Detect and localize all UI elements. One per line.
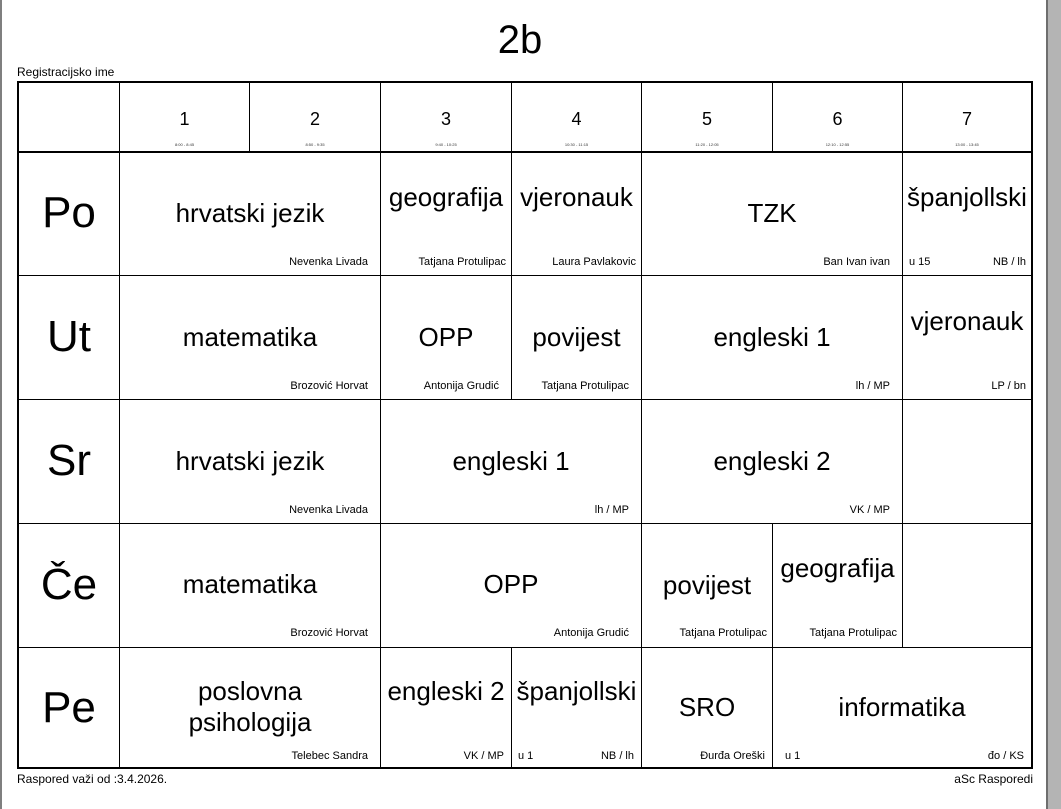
lesson-subject: geografija (388, 182, 504, 212)
window-left-edge (0, 0, 2, 809)
period-time: 10:30 - 11:15 (564, 142, 589, 147)
lesson-teacher: Laura Pavlakovic (552, 256, 636, 268)
lesson-room: u 1 (785, 750, 801, 762)
lesson-cell[interactable] (642, 648, 772, 767)
lesson-cell[interactable] (642, 276, 902, 399)
lesson-teacher: Tatjana Protulipac (418, 256, 506, 268)
lesson-room: u 15 (909, 256, 931, 268)
lesson-cell[interactable] (642, 153, 902, 275)
lesson-subject: engleski 1 (452, 446, 570, 476)
period-number: 3 (440, 109, 451, 129)
lesson-cell[interactable] (512, 276, 641, 399)
lesson-subject: engleski 2 (713, 446, 831, 476)
period-number: 5 (701, 109, 712, 129)
period-number: 2 (309, 109, 320, 129)
period-header-4 (512, 83, 641, 151)
day-label-pe: Pe (42, 683, 96, 732)
period-number: 4 (571, 109, 582, 129)
period-time: 9:40 - 10:25 (435, 142, 457, 147)
period-time: 12:10 - 12:55 (825, 142, 850, 147)
period-number: 6 (832, 109, 843, 129)
lesson-cell[interactable] (773, 524, 902, 647)
lesson-teacher: VK / MP (463, 750, 504, 762)
lesson-subject: povijest (532, 322, 621, 352)
lesson-subject: TZK (747, 198, 797, 228)
window-scrollbar[interactable] (1046, 0, 1061, 809)
period-time: 13:00 - 13:45 (955, 142, 979, 147)
lesson-cell[interactable] (903, 276, 1031, 399)
day-label-ce: Če (40, 560, 98, 609)
day-label-po: Po (42, 188, 96, 237)
period-header-7 (903, 83, 1031, 151)
lesson-teacher: Nevenka Livada (289, 504, 368, 516)
lesson-teacher: Antonija Grudić (423, 380, 499, 392)
lesson-teacher: NB / lh (992, 256, 1026, 268)
period-header-1 (120, 83, 249, 151)
lesson-subject: matematika (182, 569, 318, 599)
lesson-subject: matematika (182, 322, 318, 352)
lesson-cell[interactable] (642, 524, 772, 647)
lesson-subject: španjollski (516, 676, 637, 706)
timetable-grid (17, 81, 1033, 769)
lesson-teacher: Đurđa Oreški (700, 750, 765, 762)
period-time: 8:00 - 8:45 (174, 142, 195, 147)
software-credit: aSc Rasporedi (954, 772, 1033, 786)
period-header-5 (642, 83, 772, 151)
lesson-teacher: LP / bn (991, 380, 1026, 392)
lesson-teacher: đo / KS (987, 750, 1024, 762)
period-header-6 (773, 83, 902, 151)
lesson-teacher: VK / MP (849, 504, 890, 516)
day-label-ut: Ut (47, 312, 91, 361)
lesson-subject: vjeronauk (520, 182, 633, 212)
lesson-cell[interactable] (120, 276, 380, 399)
period-number: 7 (961, 109, 972, 129)
lesson-cell[interactable] (773, 648, 1031, 767)
lesson-subject: poslovna psihologija (188, 676, 312, 737)
lesson-subject: hrvatski jezik (175, 198, 325, 228)
lesson-teacher: lh / MP (855, 380, 890, 392)
lesson-teacher: Telebec Sandra (291, 750, 368, 762)
lesson-subject: OPP (418, 322, 474, 352)
lesson-teacher: Antonija Grudić (553, 627, 629, 639)
lesson-teacher: Nevenka Livada (289, 256, 368, 268)
lesson-subject: povijest (662, 570, 752, 600)
lesson-subject: informatika (838, 692, 966, 722)
lesson-cell[interactable] (512, 153, 641, 275)
period-header-3 (381, 83, 511, 151)
lesson-subject: hrvatski jezik (175, 446, 325, 476)
lesson-teacher: Tatjana Protulipac (679, 627, 767, 639)
lesson-teacher: Ban Ivan ivan (823, 256, 890, 268)
class-title: 2b (497, 18, 543, 62)
period-time: 8:50 - 9:35 (305, 142, 325, 147)
lesson-cell[interactable] (512, 648, 641, 767)
lesson-subject: OPP (483, 569, 539, 599)
lesson-subject: geografija (780, 553, 895, 583)
lesson-teacher: Brozović Horvat (290, 627, 368, 639)
lesson-subject: španjollski (907, 182, 1027, 212)
lesson-teacher: Tatjana Protulipac (809, 627, 897, 639)
lesson-teacher: Tatjana Protulipac (541, 380, 629, 392)
lesson-subject: vjeronauk (910, 306, 1024, 336)
lesson-cell[interactable] (642, 400, 902, 523)
lesson-cell[interactable] (120, 153, 380, 275)
lesson-cell[interactable] (903, 153, 1031, 275)
lesson-teacher: NB / lh (600, 750, 634, 762)
lesson-subject: engleski 1 (713, 322, 831, 352)
period-number: 1 (179, 109, 190, 129)
period-time: 11:20 - 12:05 (695, 142, 719, 147)
lesson-cell[interactable] (381, 648, 511, 767)
lesson-cell[interactable] (120, 400, 380, 523)
registration-label: Registracijsko ime (17, 65, 115, 79)
day-label-sr: Sr (47, 436, 91, 485)
lesson-cell[interactable] (120, 524, 380, 647)
period-header-2 (250, 83, 380, 151)
lesson-room: u 1 (518, 750, 534, 762)
lesson-cell[interactable] (381, 400, 641, 523)
lesson-teacher: Brozović Horvat (290, 380, 368, 392)
lesson-cell[interactable] (381, 524, 641, 647)
lesson-subject: SRO (678, 692, 736, 722)
lesson-subject: engleski 2 (387, 676, 505, 706)
lesson-cell[interactable] (381, 153, 511, 275)
lesson-cell[interactable] (381, 276, 511, 399)
lesson-teacher: lh / MP (594, 504, 629, 516)
valid-from-note: Raspored važi od :3.4.2026. (17, 772, 168, 786)
lesson-cell[interactable] (120, 648, 380, 767)
